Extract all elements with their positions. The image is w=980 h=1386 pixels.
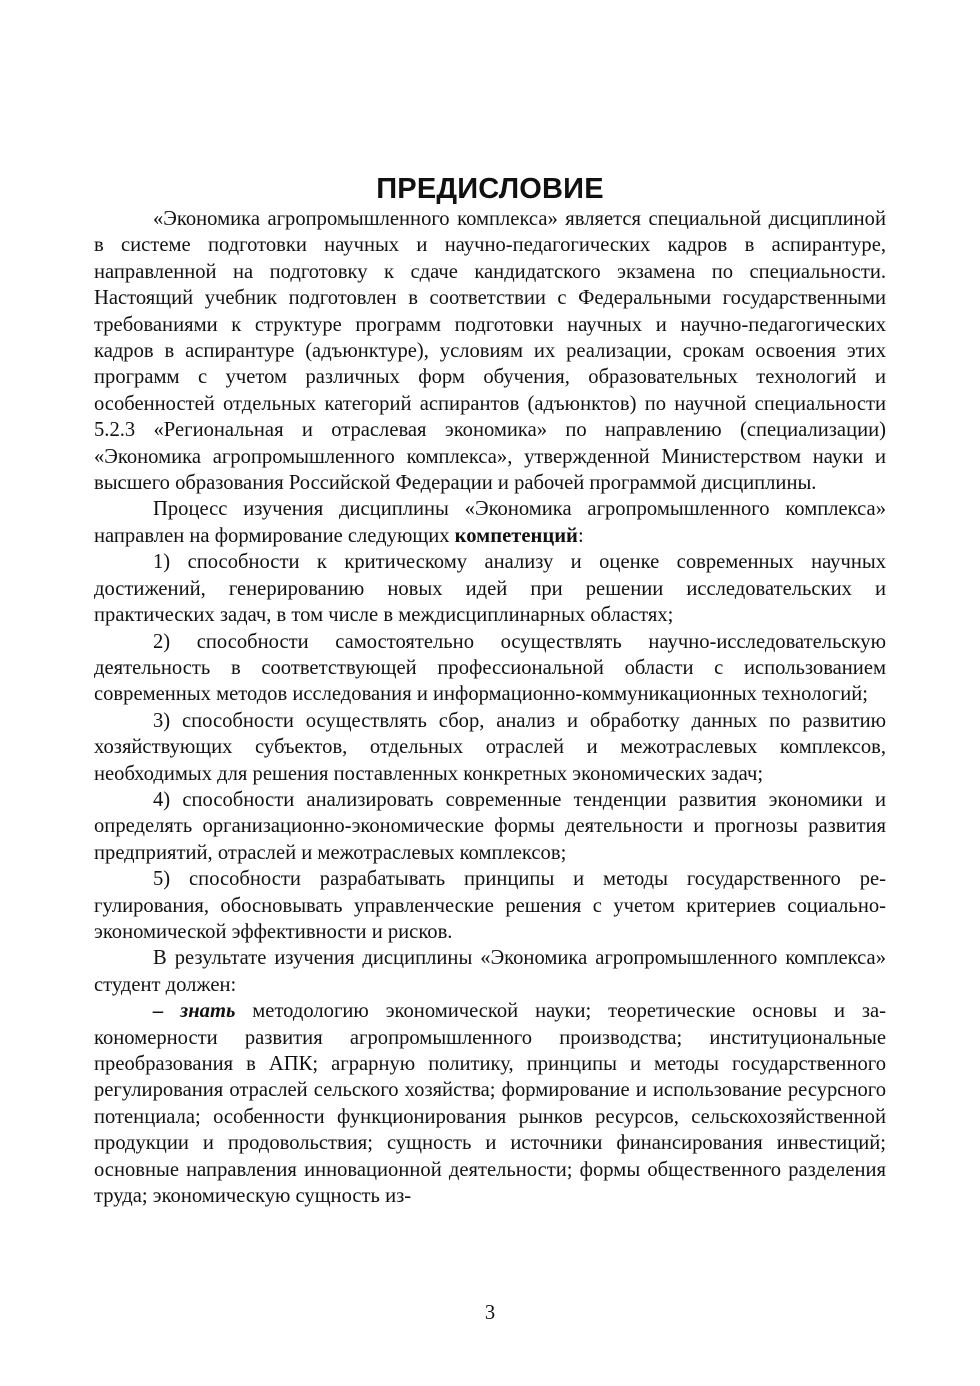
- page-number: 3: [484, 1302, 496, 1324]
- competency-item-3: 3) способности осуществлять сбор, анализ и обработку данных по развитию хозяйствующих субъектов, отдельных отраслей и межотраслевых комплексов, необходимых для решения поставленных конкретных экономических задач;: [94, 709, 886, 785]
- page-title: ПРЕДИСЛОВИЕ: [376, 173, 604, 206]
- competency-item-2: 2) способности самостоятельно осуществлять научно-исследовательскую деятельность в соответствующей профессиональной области с использованием современных методов исследования и информационно-коммуникационных технологий;: [94, 630, 886, 706]
- competency-item-5: 5) способности разрабатывать принципы и методы государственного регулирования, обосновывать управленческие решения с учетом критериев социально-экономической эффективности и рисков.: [94, 868, 886, 943]
- know-paragraph: [94, 998, 886, 1209]
- competencies-lead: Процесс изучения дисциплины «Экономика агропромышленного комплекса» направлен на формирование следующих: [94, 498, 886, 547]
- competencies-paragraph: [94, 496, 886, 549]
- document-body: [94, 206, 886, 1209]
- competencies-term: компетенций: [454, 524, 578, 547]
- competencies-colon: :: [577, 524, 584, 547]
- competency-item-1: 1) способности к критическому анализу и оценке современных научных достижений, генерированию новых идей при решении исследовательских и практических задач, в том числе в междисциплинарных областях;: [94, 551, 886, 627]
- know-label: – знать: [153, 1000, 236, 1023]
- competency-item-4: 4) способности анализировать современные тенденции развития экономики и определять организационно-экономические формы деятельности и прогнозы развития предприятий, отраслей и межотраслевых комплексов;: [94, 788, 886, 864]
- result-paragraph: В результате изучения дисциплины «Экономика агропромышленного комплекса» студент должен:: [94, 947, 886, 996]
- intro-paragraph: «Экономика агропромышленного комплекса» является специальной дисциплиной в системе подготовки научных и научно-педагогических кадров в аспирантуре, направленной на подготовку к сдаче кандидатского экзамена по специальности. Настоящий учебник подготовлен в соответствии с Федеральными государственными требованиями к структуре программ подготовки научных и научно-педагогических кадров в аспирантуре (адъюнктуре), условиям их реализации, срокам освоения этих программ с учетом различных форм обучения, образовательных технологий и особенностей отдельных категорий аспирантов (адъюнктов) по научной специальности 5.2.3 «Региональная и отраслевая экономика» по направлению (специализации) «Экономика агропромышленного комплекса», утвержденной Министерством науки и высшего образования Российской Федерации и рабочей программой дисциплины.: [94, 208, 886, 495]
- know-text: методологию экономической науки; теоретические основы и закономерности развития агропромышленного производства; институциональные преобразования в АПК; аграрную политику, принципы и методы государственного регулирования отраслей сельского хозяйства; формирование и использование ресурсного потенциала; особенности функционирования рынков ресурсов, сельскохозяйственной продукции и продовольствия; сущность и источники финансирования инвестиций; основные направления инновационной деятельности; формы общественного разделения труда; экономическую сущность из-: [94, 1000, 887, 1208]
